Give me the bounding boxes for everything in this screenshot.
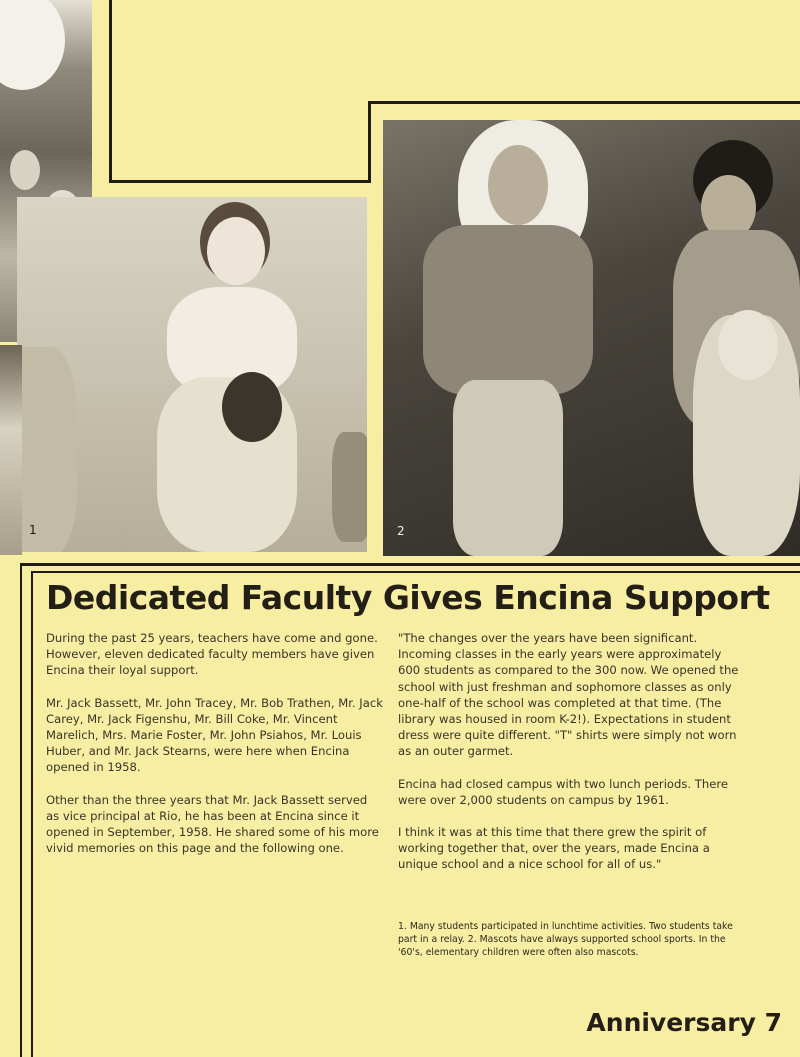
page-title: Dedicated Faculty Gives Encina Support — [46, 578, 770, 617]
paragraph: "The changes over the years have been significant. Incoming classes in the early years were approximately 600 students as compared to the 300 now. We opened the school with just freshman and sophomore classes as only one-half of the school was completed at that time. (The library was housed in room K-2!). Expectations in student dress were quite different. "T" shirts were simply not worn as an outer garmet. — [398, 631, 739, 759]
paragraph: Encina had closed campus with two lunch periods. There were over 2,000 students on campus by 1961. — [398, 776, 728, 807]
left-column — [46, 630, 384, 872]
frame-line — [31, 571, 800, 573]
paragraph: Other than the three years that Mr. Jack Bassett served as vice principal at Rio, he has been at Encina since it opened in September, 1958. He shared some of his more vivid memories on this page and the following one. — [46, 792, 379, 856]
frame-line — [109, 180, 371, 183]
frame-line — [368, 101, 371, 183]
right-column — [398, 630, 743, 889]
photo-caption: 1. Many students participated in lunchtime activities. Two students take part in a relay. 2. Mascots have always supported school sports. In the '60's, elementary children were often also mascots. — [398, 921, 733, 959]
photo-2 — [383, 120, 800, 556]
photo-2-number: 2 — [397, 524, 405, 538]
frame-line — [31, 571, 33, 1057]
frame-line — [20, 563, 22, 1057]
paragraph: Mr. Jack Bassett, Mr. John Tracey, Mr. Bob Trathen, Mr. Jack Carey, Mr. Jack Figenshu, Mr. Bill Coke, Mr. Vincent Marelich, Mrs. Marie Foster, Mr. John Psiahos, Mr. Louis Huber, and Mr. Jack Stearns, were here when Encina opened in 1958. — [46, 695, 383, 775]
frame-line — [109, 0, 112, 183]
paragraph: I think it was at this time that there grew the spirit of working together that, over the years, made Encina a unique school and a nice school for all of us." — [398, 825, 710, 872]
photo-1-number: 1 — [29, 523, 37, 537]
frame-line — [368, 101, 800, 104]
paragraph: During the past 25 years, teachers have come and gone. However, eleven dedicated faculty members have given Encina their loyal support. — [46, 631, 378, 678]
frame-line — [20, 563, 800, 566]
photo-strip — [0, 345, 22, 555]
photo-1 — [17, 197, 367, 552]
page-folio: Anniversary 7 — [586, 1008, 782, 1037]
